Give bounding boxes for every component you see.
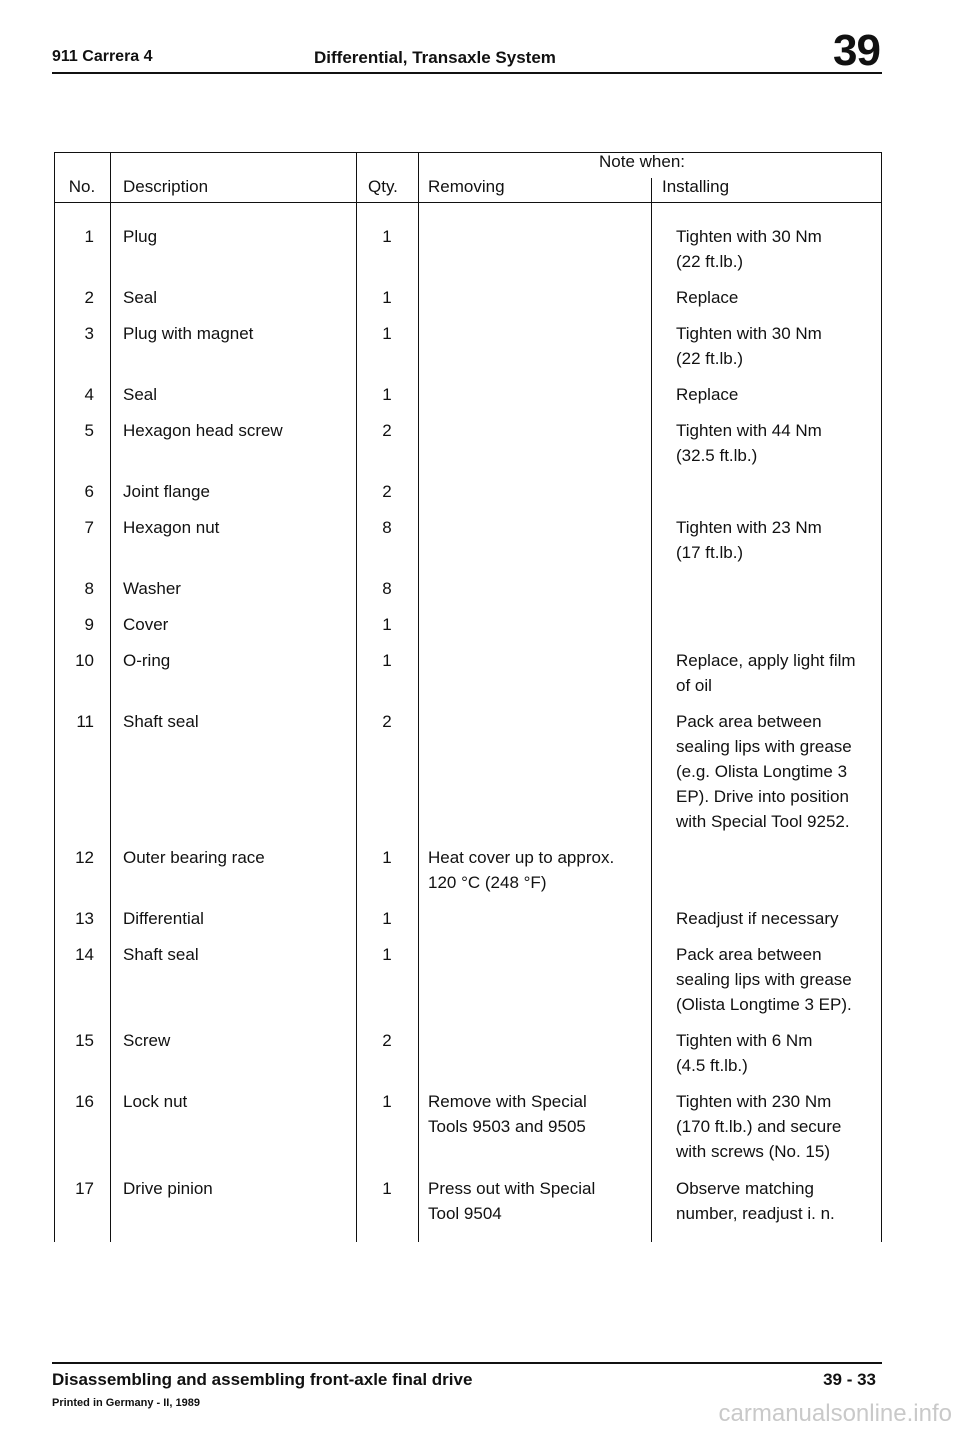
row-number: 7 [84,518,94,537]
row-installing-note: number, readjust i. n. [676,1204,835,1223]
col-divider [651,178,652,1242]
table-top-border [54,152,882,153]
row-description: Plug [123,227,158,246]
row-installing-note: Readjust if necessary [676,909,839,928]
row-quantity: 1 [382,909,392,928]
row-removing-note: Press out with Special [428,1179,596,1198]
row-removing-note: Heat cover up to approx. [428,848,615,867]
row-installing-note: with screws (No. 15) [676,1142,830,1161]
row-number: 2 [84,288,94,307]
row-quantity: 1 [382,1179,392,1198]
row-installing-note: EP). Drive into position [676,787,849,806]
row-number: 17 [75,1179,94,1198]
col-divider [54,152,55,1242]
row-description: Outer bearing race [123,848,265,867]
row-description: Shaft seal [123,712,199,731]
row-number: 14 [75,945,94,964]
row-number: 9 [84,615,94,634]
row-installing-note: Tighten with 44 Nm [676,421,822,440]
row-installing-note: Tighten with 30 Nm [676,227,822,246]
row-installing-note: Observe matching [676,1179,814,1198]
row-description: Washer [123,579,181,598]
footer-title: Disassembling and assembling front-axle final drive [52,1370,473,1389]
row-number: 3 [84,324,94,343]
col-header-removing: Removing [428,177,505,196]
row-number: 8 [84,579,94,598]
row-number: 10 [75,651,94,670]
row-description: Shaft seal [123,945,199,964]
row-quantity: 1 [382,945,392,964]
row-installing-note: Replace [676,288,739,307]
page-header [52,26,882,75]
col-header-qty: Qty. [368,177,398,196]
row-number: 1 [84,227,94,246]
col-divider [418,152,419,1242]
row-installing-note: (170 ft.lb.) and secure [676,1117,842,1136]
parts-table [54,152,882,1242]
row-number: 15 [75,1031,94,1050]
row-quantity: 1 [382,288,392,307]
row-number: 5 [84,421,94,440]
row-installing-note: (4.5 ft.lb.) [676,1056,748,1075]
row-quantity: 1 [382,324,392,343]
row-installing-note: (Olista Longtime 3 EP). [676,995,852,1014]
row-quantity: 2 [382,1031,392,1050]
row-removing-note: Remove with Special [428,1092,587,1111]
row-description: Joint flange [123,482,210,501]
row-number: 11 [76,712,94,731]
row-installing-note: (22 ft.lb.) [676,252,744,271]
row-number: 12 [75,848,94,867]
row-quantity: 2 [382,712,392,731]
page-footer [52,1362,882,1390]
row-quantity: 1 [382,385,392,404]
row-quantity: 2 [382,421,392,440]
row-quantity: 8 [382,518,392,537]
row-installing-note: (17 ft.lb.) [676,543,744,562]
col-header-installing: Installing [662,177,730,196]
row-number: 4 [84,385,94,404]
header-section-number: 39 [833,26,880,75]
row-installing-note: Pack area between [676,945,822,964]
row-number: 6 [84,482,94,501]
row-description: Screw [123,1031,171,1050]
row-installing-note: of oil [676,676,712,695]
row-installing-note: (e.g. Olista Longtime 3 [676,762,848,781]
row-number: 16 [75,1092,94,1111]
row-description: Hexagon head screw [123,421,283,440]
row-quantity: 1 [382,848,392,867]
row-installing-note: (22 ft.lb.) [676,349,744,368]
row-installing-note: Replace, apply light film [676,651,856,670]
col-header-no: No. [68,177,96,196]
header-model: 911 Carrera 4 [52,48,153,65]
row-description: Drive pinion [123,1179,213,1198]
row-quantity: 1 [382,615,392,634]
row-installing-note: Tighten with 23 Nm [676,518,822,537]
col-divider [110,152,111,1242]
row-quantity: 1 [382,227,392,246]
row-quantity: 1 [382,1092,392,1111]
col-divider [881,152,882,1242]
row-description: Hexagon nut [123,518,220,537]
watermark: carmanualsonline.info [718,1400,952,1427]
row-description: Seal [123,288,158,307]
row-description: Differential [123,909,204,928]
col-divider [356,152,357,1242]
footer-page-number: 39 - 33 [823,1370,876,1389]
row-installing-note: with Special Tool 9252. [676,812,850,831]
row-removing-note: Tool 9504 [428,1204,502,1223]
row-quantity: 8 [382,579,392,598]
row-quantity: 2 [382,482,392,501]
row-installing-note: Pack area between [676,712,822,731]
row-number: 13 [75,909,94,928]
row-description: Seal [123,385,158,404]
row-description: Lock nut [123,1092,188,1111]
row-installing-note: Tighten with 6 Nm [676,1031,813,1050]
row-installing-note: sealing lips with grease [676,970,852,989]
row-installing-note: Replace [676,385,739,404]
row-description: O-ring [123,651,171,670]
note-when-label: Note when: [599,152,685,171]
row-installing-note: sealing lips with grease [676,737,852,756]
header-title: Differential, Transaxle System [314,48,556,67]
row-removing-note: 120 °C (248 °F) [428,873,547,892]
footer-print-info: Printed in Germany - II, 1989 [52,1397,200,1409]
row-installing-note: (32.5 ft.lb.) [676,446,758,465]
header-rule [54,202,882,203]
row-installing-note: Tighten with 230 Nm [676,1092,832,1111]
row-removing-note: Tools 9503 and 9505 [428,1117,586,1136]
row-quantity: 1 [382,651,392,670]
row-description: Plug with magnet [123,324,254,343]
col-header-description: Description [123,177,209,196]
row-installing-note: Tighten with 30 Nm [676,324,822,343]
row-description: Cover [123,615,169,634]
